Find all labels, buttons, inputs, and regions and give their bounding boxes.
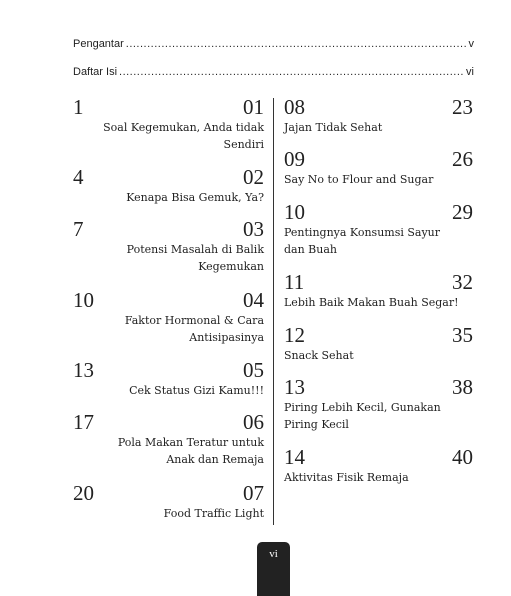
page-number: 29 <box>452 200 473 224</box>
column-divider <box>273 98 274 525</box>
page-number: 13 <box>73 358 94 382</box>
chapter-title: Pola Makan Teratur untuk Anak dan Remaja <box>117 436 264 466</box>
chapter-title: Food Traffic Light <box>163 507 264 520</box>
chapter-title: Faktor Hormonal & Cara Antisipasinya <box>124 314 264 344</box>
chapter-title: Lebih Baik Makan Buah Segar! <box>284 296 459 309</box>
page-number: 32 <box>452 270 473 294</box>
chapter-title: Kenapa Bisa Gemuk, Ya? <box>126 191 264 204</box>
toc-entry-chapter-07[interactable] <box>73 482 264 522</box>
toc-entry-chapter-03[interactable] <box>73 218 264 275</box>
toc-entry-chapter-05[interactable] <box>73 359 264 399</box>
dot-leader <box>119 66 464 78</box>
page-number: 23 <box>452 95 473 119</box>
chapter-title: Potensi Masalah di Balik Kegemukan <box>126 243 264 273</box>
toc-page: vi <box>466 66 474 78</box>
chapter-number: 07 <box>243 481 264 505</box>
page-number: 17 <box>73 410 94 434</box>
chapter-title: Cek Status Gizi Kamu!!! <box>129 384 264 397</box>
page-number: 1 <box>73 95 84 119</box>
toc-row-pengantar[interactable] <box>73 38 474 50</box>
chapter-title: Say No to Flour and Sugar <box>284 173 434 186</box>
toc-entry-chapter-08[interactable] <box>284 96 473 136</box>
chapter-number: 08 <box>284 95 305 119</box>
chapter-number: 14 <box>284 445 305 469</box>
dot-leader <box>126 38 467 50</box>
toc-entry-chapter-14[interactable] <box>284 446 473 486</box>
toc-entry-chapter-12[interactable] <box>284 324 473 364</box>
chapter-number: 12 <box>284 323 305 347</box>
toc-entry-chapter-11[interactable] <box>284 271 473 311</box>
chapter-title: Aktivitas Fisik Remaja <box>284 471 409 484</box>
chapter-title: Snack Sehat <box>284 349 354 362</box>
chapter-number: 06 <box>243 410 264 434</box>
page-number: 26 <box>452 147 473 171</box>
toc-entry-chapter-01[interactable] <box>73 96 264 153</box>
toc-label: Daftar Isi <box>73 66 118 78</box>
toc-entry-chapter-04[interactable] <box>73 289 264 346</box>
page-number: 20 <box>73 481 94 505</box>
chapter-title: Piring Lebih Kecil, Gunakan Piring Kecil <box>284 401 441 431</box>
page-number: 7 <box>73 217 84 241</box>
chapter-number: 11 <box>284 270 305 294</box>
chapter-number: 09 <box>284 147 305 171</box>
page-number-tab: vi <box>257 542 290 596</box>
toc-entry-chapter-02[interactable] <box>73 166 264 206</box>
chapter-number: 05 <box>243 358 264 382</box>
page-number: 4 <box>73 165 84 189</box>
toc-label: Pengantar <box>73 38 124 50</box>
chapter-number: 04 <box>243 288 264 312</box>
page-number: 10 <box>73 288 94 312</box>
page-number: 35 <box>452 323 473 347</box>
chapter-title: Jajan Tidak Sehat <box>284 121 383 134</box>
toc-row-daftar-isi[interactable] <box>73 66 474 78</box>
chapter-title: Soal Kegemukan, Anda tidak Sendiri <box>103 121 264 151</box>
page-number: 40 <box>452 445 473 469</box>
toc-page: v <box>468 38 474 50</box>
toc-entry-chapter-13[interactable] <box>284 376 473 433</box>
chapter-number: 10 <box>284 200 305 224</box>
toc-entry-chapter-09[interactable] <box>284 148 473 188</box>
toc-entry-chapter-06[interactable] <box>73 411 264 468</box>
chapter-title: Pentingnya Konsumsi Sayur dan Buah <box>284 226 441 256</box>
chapter-number: 13 <box>284 375 305 399</box>
chapter-number: 02 <box>243 165 264 189</box>
toc-entry-chapter-10[interactable] <box>284 201 473 258</box>
chapter-number: 01 <box>243 95 264 119</box>
page-number: 38 <box>452 375 473 399</box>
chapter-number: 03 <box>243 217 264 241</box>
